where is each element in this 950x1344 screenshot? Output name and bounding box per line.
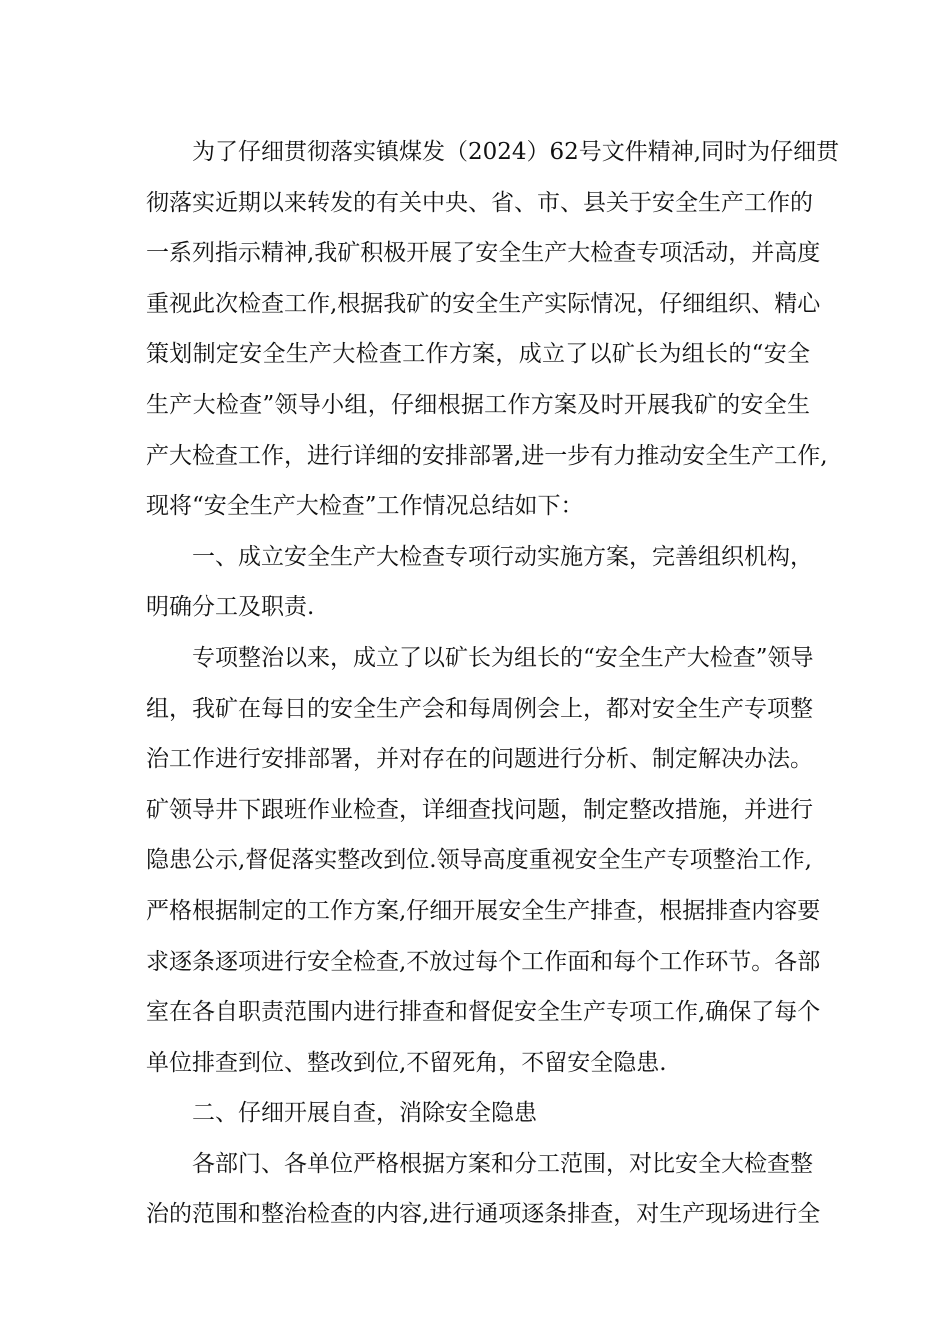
text-line: 产大检查工作，进行详细的安排部署,进一步有力推动安全生产工作,: [146, 442, 828, 469]
text-line: 生产大检查”领导小组，仔细根据工作方案及时开展我矿的安全生: [146, 391, 810, 418]
text-line: 为了仔细贯彻落实镇煤发（2024）62号文件精神,同时为仔细贯: [192, 139, 840, 165]
text-line: 矿领导井下跟班作业检查，详细查找问题，制定整改措施，并进行: [146, 796, 813, 823]
text-line: 隐患公示,督促落实整改到位.领导高度重视安全生产专项整治工作,: [146, 847, 812, 874]
text-line: 专项整治以来，成立了以矿长为组长的“安全生产大检查”领导: [192, 644, 814, 671]
text-line: 严格根据制定的工作方案,仔细开展安全生产排查，根据排查内容要: [146, 897, 821, 924]
text-line: 策划制定安全生产大检查工作方案，成立了以矿长为组长的“安全: [146, 341, 810, 368]
text-line: 治工作进行安排部署，并对存在的问题进行分析、制定解决办法。: [146, 746, 813, 773]
text-line: 一、成立安全生产大检查专项行动实施方案，完善组织机构，: [192, 543, 813, 570]
text-line: 明确分工及职责.: [146, 594, 315, 621]
text-line: 组，我矿在每日的安全生产会和每周例会上，都对安全生产专项整: [146, 695, 813, 722]
text-line: 各部门、各单位严格根据方案和分工范围，对比安全大检查整: [192, 1150, 813, 1177]
text-line: 求逐条逐项进行安全检查,不放过每个工作面和每个工作环节。各部: [146, 948, 821, 975]
document-body: [146, 127, 840, 1240]
text-line: 单位排查到位、整改到位,不留死角，不留安全隐患.: [146, 1049, 667, 1076]
text-line: 治的范围和整治检查的内容,进行通项逐条排查，对生产现场进行全: [146, 1201, 821, 1228]
text-line: 彻落实近期以来转发的有关中央、省、市、县关于安全生产工作的: [146, 189, 813, 216]
text-line: 现将“安全生产大检查”工作情况总结如下：: [146, 493, 584, 520]
text-line: 二、仔细开展自查，消除安全隐患: [192, 1100, 537, 1127]
text-line: 重视此次检查工作,根据我矿的安全生产实际情况，仔细组织、精心: [146, 290, 821, 317]
text-line: 室在各自职责范围内进行排查和督促安全生产专项工作,确保了每个: [146, 999, 821, 1026]
text-line: 一系列指示精神,我矿积极开展了安全生产大检查专项活动，并高度: [146, 240, 821, 267]
